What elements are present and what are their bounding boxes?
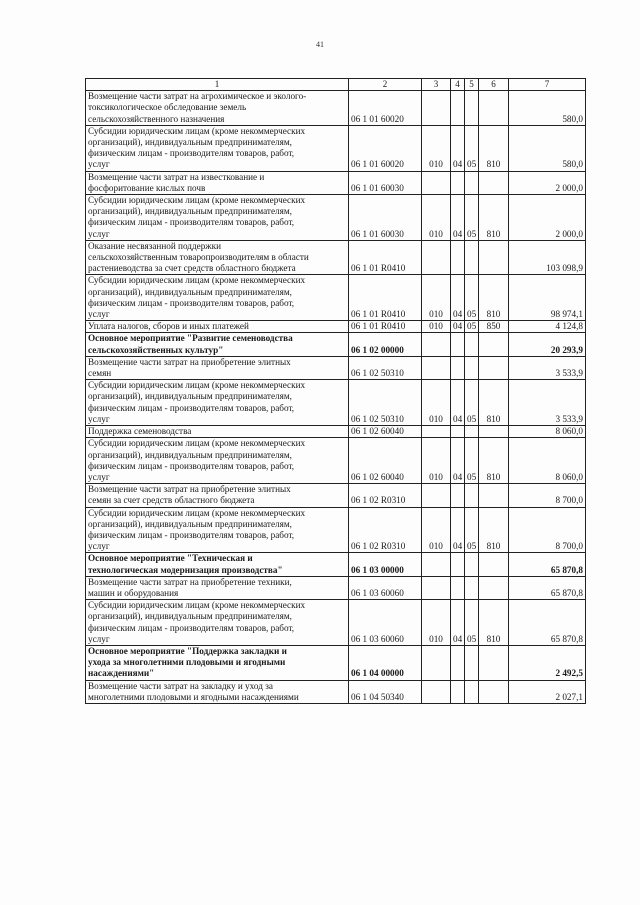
row-col-6: 810 — [479, 380, 509, 426]
row-code: 06 1 03 00000 — [349, 553, 422, 576]
row-col-6 — [479, 553, 509, 576]
description-line: Субсидии юридическим лицам (кроме некоммерческих — [88, 507, 306, 518]
row-description — [86, 240, 349, 275]
row-code: 06 1 02 50310 — [349, 356, 422, 379]
description-line: Основное мероприятие "Техническая и — [88, 553, 253, 564]
description-line: организаций), индивидуальным предпринимателям, — [88, 137, 292, 148]
row-description — [86, 576, 349, 599]
row-amount: 8 700,0 — [509, 507, 586, 553]
description-line: услуг — [88, 413, 110, 424]
row-col-5: 05 — [465, 507, 479, 553]
row-col-4 — [451, 333, 465, 356]
header-row — [86, 79, 586, 91]
row-col-4 — [451, 171, 465, 194]
row-description — [86, 484, 349, 507]
row-code: 06 1 03 60060 — [349, 600, 422, 646]
row-code: 06 1 01 60030 — [349, 195, 422, 241]
row-col-6 — [479, 576, 509, 599]
row-col-4 — [451, 426, 465, 438]
row-col-3: 010 — [422, 600, 451, 646]
description-line: Возмещение части затрат на агрохимическое и эколого- — [88, 91, 307, 102]
row-col-4: 04 — [451, 321, 465, 333]
row-amount: 3 533,9 — [509, 356, 586, 379]
row-col-5: 05 — [465, 438, 479, 484]
row-col-6 — [479, 356, 509, 379]
row-amount: 4 124,8 — [509, 321, 586, 333]
row-amount: 65 870,8 — [509, 576, 586, 599]
table-row — [86, 380, 586, 426]
header-col-4: 4 — [451, 79, 465, 91]
row-col-4: 04 — [451, 380, 465, 426]
description-line: организаций), индивидуальным предпринимателям, — [88, 518, 292, 529]
description-line: Субсидии юридическим лицам (кроме некоммерческих — [88, 600, 306, 611]
description-line: сельскохозяйственного назначения — [88, 113, 225, 124]
description-line: Уплата налогов, сборов и иных платежей — [88, 321, 249, 332]
row-col-6: 810 — [479, 438, 509, 484]
row-description — [86, 333, 349, 356]
row-description — [86, 321, 349, 333]
description-line: физическим лицам - производителям товаров, работ, — [88, 217, 295, 228]
description-line: ухода за многолетними плодовыми и ягодными — [88, 657, 286, 668]
row-col-4 — [451, 645, 465, 680]
row-col-3 — [422, 645, 451, 680]
row-col-4: 04 — [451, 275, 465, 321]
table-row — [86, 240, 586, 275]
row-description — [86, 125, 349, 171]
description-line: Возмещение части затрат на приобретение элитных — [88, 484, 291, 495]
row-col-6: 850 — [479, 321, 509, 333]
row-code: 06 1 02 50310 — [349, 380, 422, 426]
row-description — [86, 553, 349, 576]
row-col-3 — [422, 240, 451, 275]
description-line: семян — [88, 368, 112, 379]
description-line: Возмещение части затрат на приобретение техники, — [88, 576, 292, 587]
row-col-5 — [465, 333, 479, 356]
description-line: Поддержка семеноводства — [88, 426, 192, 437]
description-line: семян за счет средств областного бюджета — [88, 495, 255, 506]
row-code: 06 1 02 R0310 — [349, 484, 422, 507]
row-code: 06 1 04 50340 — [349, 680, 422, 703]
description-line: организаций), индивидуальным предпринимателям, — [88, 449, 292, 460]
row-description — [86, 680, 349, 703]
row-col-6 — [479, 171, 509, 194]
row-amount: 8 700,0 — [509, 484, 586, 507]
description-line: физическим лицам - производителям товаров, работ, — [88, 622, 295, 633]
row-description — [86, 426, 349, 438]
description-line: организаций), индивидуальным предпринимателям, — [88, 286, 292, 297]
row-amount: 8 060,0 — [509, 438, 586, 484]
row-amount: 2 000,0 — [509, 195, 586, 241]
description-line: фосфоритование кислых почв — [88, 182, 206, 193]
description-line: многолетними плодовыми и ягодными насаждениями — [88, 691, 299, 702]
row-code: 06 1 03 60060 — [349, 576, 422, 599]
row-col-4 — [451, 680, 465, 703]
row-col-4 — [451, 576, 465, 599]
row-code: 06 1 01 60020 — [349, 125, 422, 171]
row-col-3: 010 — [422, 507, 451, 553]
row-amount: 3 533,9 — [509, 380, 586, 426]
row-col-3: 010 — [422, 380, 451, 426]
row-col-3: 010 — [422, 125, 451, 171]
row-amount: 98 974,1 — [509, 275, 586, 321]
description-line: физическим лицам - производителям товаров, работ, — [88, 297, 295, 308]
row-col-4 — [451, 356, 465, 379]
row-col-4: 04 — [451, 195, 465, 241]
description-line: организаций), индивидуальным предпринимателям, — [88, 206, 292, 217]
row-col-5: 05 — [465, 275, 479, 321]
row-code: 06 1 02 00000 — [349, 333, 422, 356]
description-line: сельскохозяйственным товаропроизводителям в области — [88, 252, 309, 263]
row-col-5 — [465, 171, 479, 194]
row-code: 06 1 04 00000 — [349, 645, 422, 680]
description-line: Субсидии юридическим лицам (кроме некоммерческих — [88, 380, 306, 391]
row-col-3 — [422, 333, 451, 356]
row-col-3: 010 — [422, 438, 451, 484]
description-line: насаждениями" — [88, 668, 155, 679]
row-col-3: 010 — [422, 275, 451, 321]
row-col-5: 05 — [465, 195, 479, 241]
row-col-6 — [479, 645, 509, 680]
row-col-4: 04 — [451, 125, 465, 171]
description-line: токсикологическое обследование земель — [88, 102, 247, 113]
row-col-5: 05 — [465, 321, 479, 333]
description-line: технологическая модернизация производства" — [88, 564, 283, 575]
row-col-5 — [465, 553, 479, 576]
row-col-3 — [422, 680, 451, 703]
row-code: 06 1 01 R0410 — [349, 240, 422, 275]
header-col-7: 7 — [509, 79, 586, 91]
row-description — [86, 171, 349, 194]
row-col-5 — [465, 426, 479, 438]
description-line: Основное мероприятие "Развитие семеноводства — [88, 333, 293, 344]
description-line: физическим лицам - производителям товаров, работ, — [88, 402, 295, 413]
row-description — [86, 275, 349, 321]
row-col-3 — [422, 426, 451, 438]
description-line: услуг — [88, 159, 110, 170]
description-line: организаций), индивидуальным предпринимателям, — [88, 611, 292, 622]
row-code: 06 1 01 R0410 — [349, 275, 422, 321]
row-description — [86, 507, 349, 553]
row-col-3 — [422, 553, 451, 576]
row-col-3 — [422, 91, 451, 126]
row-col-4 — [451, 553, 465, 576]
row-col-4 — [451, 91, 465, 126]
row-col-3 — [422, 356, 451, 379]
row-col-6: 810 — [479, 507, 509, 553]
row-col-3 — [422, 576, 451, 599]
row-description — [86, 600, 349, 646]
row-amount: 2 000,0 — [509, 171, 586, 194]
table-row — [86, 333, 586, 356]
row-col-5 — [465, 680, 479, 703]
row-col-6: 810 — [479, 600, 509, 646]
table-row — [86, 91, 586, 126]
row-col-5: 05 — [465, 600, 479, 646]
row-code: 06 1 02 60040 — [349, 426, 422, 438]
table-row — [86, 600, 586, 646]
row-amount: 2 027,1 — [509, 680, 586, 703]
table-row — [86, 195, 586, 241]
row-description — [86, 356, 349, 379]
row-col-4: 04 — [451, 600, 465, 646]
header-col-2: 2 — [349, 79, 422, 91]
row-col-6: 810 — [479, 195, 509, 241]
description-line: Возмещение части затрат на известкование и — [88, 171, 265, 182]
description-line: услуг — [88, 228, 110, 239]
row-col-6 — [479, 426, 509, 438]
row-amount: 580,0 — [509, 125, 586, 171]
row-amount: 65 870,8 — [509, 600, 586, 646]
row-description — [86, 195, 349, 241]
description-line: Субсидии юридическим лицам (кроме некоммерческих — [88, 125, 306, 136]
row-description — [86, 91, 349, 126]
row-col-4: 04 — [451, 438, 465, 484]
row-col-5: 05 — [465, 125, 479, 171]
row-amount: 2 492,5 — [509, 645, 586, 680]
page-number: 41 — [316, 40, 324, 49]
row-code: 06 1 01 R0410 — [349, 321, 422, 333]
row-description — [86, 645, 349, 680]
row-code: 06 1 02 R0310 — [349, 507, 422, 553]
row-description — [86, 380, 349, 426]
description-line: растениеводства за счет средств областного бюджета — [88, 263, 296, 274]
table-row — [86, 680, 586, 703]
row-amount: 580,0 — [509, 91, 586, 126]
table-row — [86, 426, 586, 438]
row-amount: 65 870,8 — [509, 553, 586, 576]
row-col-5 — [465, 356, 479, 379]
row-col-6 — [479, 333, 509, 356]
description-line: Субсидии юридическим лицам (кроме некоммерческих — [88, 275, 306, 286]
table-row — [86, 171, 586, 194]
row-col-5 — [465, 91, 479, 126]
description-line: физическим лицам - производителям товаров, работ, — [88, 460, 295, 471]
table-row — [86, 275, 586, 321]
description-line: услуг — [88, 633, 110, 644]
row-col-3 — [422, 484, 451, 507]
description-line: Основное мероприятие "Поддержка закладки и — [88, 645, 287, 656]
table-row — [86, 356, 586, 379]
row-code: 06 1 01 60020 — [349, 91, 422, 126]
budget-table — [85, 78, 586, 704]
row-description — [86, 438, 349, 484]
description-line: сельскохозяйственных культур" — [88, 344, 224, 355]
row-col-4: 04 — [451, 507, 465, 553]
row-col-6 — [479, 240, 509, 275]
table-row — [86, 484, 586, 507]
row-col-5 — [465, 645, 479, 680]
table-row — [86, 321, 586, 333]
header-col-5: 5 — [465, 79, 479, 91]
row-col-6 — [479, 91, 509, 126]
row-amount: 103 098,9 — [509, 240, 586, 275]
table-row — [86, 576, 586, 599]
table-row — [86, 553, 586, 576]
description-line: услуг — [88, 471, 110, 482]
row-code: 06 1 01 60030 — [349, 171, 422, 194]
description-line: Возмещение части затрат на приобретение элитных — [88, 356, 291, 367]
table-row — [86, 125, 586, 171]
header-col-6: 6 — [479, 79, 509, 91]
description-line: Субсидии юридическим лицам (кроме некоммерческих — [88, 438, 306, 449]
row-col-5: 05 — [465, 380, 479, 426]
table-row — [86, 438, 586, 484]
description-line: Субсидии юридическим лицам (кроме некоммерческих — [88, 195, 306, 206]
description-line: услуг — [88, 309, 110, 320]
row-amount: 20 293,9 — [509, 333, 586, 356]
row-col-3 — [422, 171, 451, 194]
row-col-3: 010 — [422, 321, 451, 333]
header-col-3: 3 — [422, 79, 451, 91]
description-line: Оказание несвязанной поддержки — [88, 240, 222, 251]
header-col-1: 1 — [86, 79, 349, 91]
row-col-6 — [479, 680, 509, 703]
row-col-5 — [465, 576, 479, 599]
row-col-6: 810 — [479, 125, 509, 171]
description-line: услуг — [88, 541, 110, 552]
row-amount: 8 060,0 — [509, 426, 586, 438]
description-line: машин и оборудования — [88, 587, 179, 598]
row-col-5 — [465, 240, 479, 275]
table-row — [86, 645, 586, 680]
table-row — [86, 507, 586, 553]
row-col-4 — [451, 484, 465, 507]
description-line: физическим лицам - производителям товаров, работ, — [88, 529, 295, 540]
description-line: Возмещение части затрат на закладку и уход за — [88, 680, 273, 691]
row-col-3: 010 — [422, 195, 451, 241]
row-col-5 — [465, 484, 479, 507]
row-col-6: 810 — [479, 275, 509, 321]
row-col-4 — [451, 240, 465, 275]
description-line: организаций), индивидуальным предпринимателям, — [88, 391, 292, 402]
description-line: физическим лицам - производителям товаров, работ, — [88, 148, 295, 159]
row-col-6 — [479, 484, 509, 507]
row-code: 06 1 02 60040 — [349, 438, 422, 484]
